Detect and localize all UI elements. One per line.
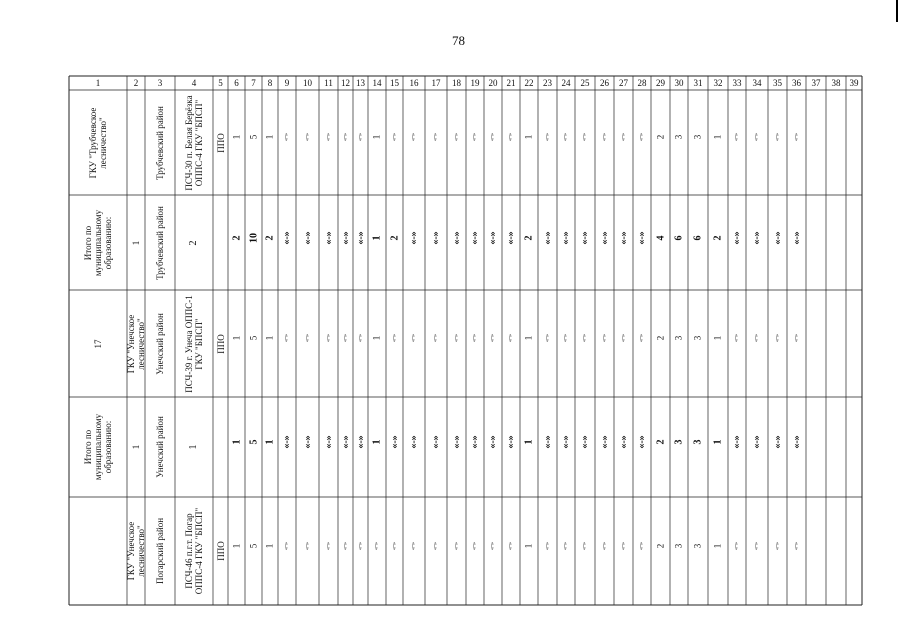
row-col3: Трубчевский район <box>155 205 165 280</box>
row-value: 1 <box>264 135 275 140</box>
row-value: 1 <box>712 439 724 445</box>
row-value: «-» <box>751 435 763 449</box>
header-number: 5 <box>218 77 223 88</box>
row-value: «-» <box>638 541 645 550</box>
row-value: «-» <box>507 334 514 343</box>
row-value: 3 <box>673 135 684 140</box>
header-number: 31 <box>693 77 703 88</box>
row-value: «-» <box>373 541 380 550</box>
row-value: «-» <box>355 435 366 449</box>
header-number: 9 <box>284 77 290 88</box>
row-value: «-» <box>283 133 290 142</box>
row-value: 2 <box>655 335 665 341</box>
row-value: «-» <box>581 334 588 343</box>
row-value: 1 <box>712 135 723 140</box>
row-value: «-» <box>323 435 334 449</box>
header-number: 13 <box>356 77 365 88</box>
row-col5: ППО <box>215 541 226 561</box>
row-value: «-» <box>487 231 499 245</box>
row-value: «-» <box>618 231 629 245</box>
row-value: 2 <box>389 235 400 241</box>
row-value: 6 <box>673 235 685 241</box>
row-value: «-» <box>751 231 763 245</box>
row-value: «-» <box>579 435 591 449</box>
row-value: 5 <box>248 543 258 548</box>
row-value: 1 <box>231 543 241 548</box>
row-value: «-» <box>389 435 400 449</box>
row-value: «-» <box>636 231 648 245</box>
row-value: «-» <box>325 133 331 142</box>
header-number: 35 <box>773 77 782 88</box>
row-value: «-» <box>451 435 462 449</box>
row-value: 6 <box>692 235 704 241</box>
row-value: 3 <box>673 439 685 445</box>
row-value: «-» <box>283 334 290 343</box>
row-value: 5 <box>248 135 258 140</box>
row-value: «-» <box>507 541 514 550</box>
row-value: 1 <box>231 335 241 341</box>
row-value: «-» <box>505 435 517 449</box>
row-value: 1 <box>523 543 534 548</box>
header-number: 19 <box>470 77 480 88</box>
row-value: 2 <box>655 543 665 548</box>
row-value: «-» <box>599 231 610 245</box>
row-value: «-» <box>791 231 802 245</box>
header-number: 2 <box>133 77 139 88</box>
row-value: «-» <box>542 231 553 245</box>
row-value: «-» <box>410 541 417 550</box>
row-value: «-» <box>304 334 310 343</box>
header-number: 38 <box>831 77 841 88</box>
row-value: «-» <box>601 334 607 343</box>
row-value: «-» <box>733 334 740 343</box>
row-value: «-» <box>579 231 591 245</box>
row-value: 5 <box>248 335 258 341</box>
row-col3: Унечский район <box>155 312 165 375</box>
row-value: «-» <box>599 435 610 449</box>
header-number: 23 <box>543 77 552 88</box>
row-value: «-» <box>562 541 569 550</box>
header-number: 37 <box>811 77 821 88</box>
row-value: «-» <box>357 334 363 343</box>
row-value: «-» <box>342 541 348 550</box>
row-value: 1 <box>264 543 275 548</box>
row-value: «-» <box>731 231 743 245</box>
row-value: «-» <box>638 133 645 142</box>
row-col4: ПСЧ-46 п.г.т. Погар ОППС-4 ГКУ "БПСП" <box>184 507 204 595</box>
row-value: «-» <box>489 334 496 343</box>
row-value: 2 <box>264 235 276 241</box>
row-value: «-» <box>283 541 290 550</box>
header-number: 14 <box>372 77 382 88</box>
row-value: «-» <box>451 231 462 245</box>
row-value: «-» <box>793 541 799 550</box>
row-value: 5 <box>248 439 259 445</box>
row-value: «-» <box>636 435 648 449</box>
header-number: 22 <box>524 77 534 88</box>
row-value: «-» <box>562 334 569 343</box>
row-value: «-» <box>302 231 313 245</box>
row-value: 2 <box>523 235 535 241</box>
header-number: 36 <box>792 77 801 88</box>
row-value: «-» <box>408 231 420 245</box>
row-value: «-» <box>471 334 478 343</box>
row-value: «-» <box>774 334 780 343</box>
row-value: «-» <box>731 435 743 449</box>
header-number: 29 <box>656 77 665 88</box>
row-value: «-» <box>753 133 760 142</box>
row-value: 4 <box>655 235 666 241</box>
header-number: 25 <box>580 77 590 88</box>
header-number: 6 <box>234 77 239 88</box>
row-value: 1 <box>523 439 535 445</box>
header-number: 3 <box>157 77 163 88</box>
row-value: «-» <box>342 133 348 142</box>
row-value: «-» <box>325 541 331 550</box>
header-number: 18 <box>452 77 461 88</box>
row-value: «-» <box>391 334 397 343</box>
header-number: 12 <box>341 77 350 88</box>
row-value: 1 <box>264 439 276 445</box>
header-number: 8 <box>267 77 273 88</box>
row-value: «-» <box>432 334 439 343</box>
row-col2: ГКУ "Унечское лесничество" <box>126 314 146 373</box>
header-number: 17 <box>431 77 441 88</box>
row-col3: Погарский район <box>155 517 165 585</box>
row-value: «-» <box>469 231 481 245</box>
row-value: «-» <box>357 541 363 550</box>
row-value: 1 <box>712 543 723 548</box>
row-value: «-» <box>638 334 645 343</box>
header-number: 10 <box>303 77 312 88</box>
row-value: «-» <box>342 334 348 343</box>
row-value: 1 <box>231 439 242 445</box>
row-value: «-» <box>304 133 310 142</box>
row-value: «-» <box>487 435 499 449</box>
row-value: «-» <box>544 133 550 142</box>
row-value: «-» <box>774 133 780 142</box>
row-col4: 2 <box>188 240 199 245</box>
row-col1: ГКУ "Трубчевское лесничество" <box>88 107 108 178</box>
row-value: «-» <box>560 231 572 245</box>
row-value: «-» <box>323 231 334 245</box>
row-value: 3 <box>673 543 684 548</box>
row-value: «-» <box>357 133 363 142</box>
row-value: «-» <box>410 133 417 142</box>
header-number: 30 <box>674 77 684 88</box>
row-value: «-» <box>791 435 802 449</box>
row-value: «-» <box>581 133 588 142</box>
header-number: 34 <box>752 77 762 88</box>
row-value: «-» <box>453 334 459 343</box>
row-col1: Итого по муниципальному образованию: <box>83 413 113 481</box>
row-value: 10 <box>248 232 259 243</box>
row-value: «-» <box>620 133 626 142</box>
row-value: «-» <box>471 133 478 142</box>
row-col4: ПСЧ-30 п. Белая Берёзка ОППС-4 ГКУ "БПСП" <box>184 94 204 191</box>
row-col5: ППО <box>215 333 226 354</box>
row-col4: ПСЧ-39 г. Унеча ОППС-1 ГКУ "БПСП" <box>184 294 204 393</box>
row-value: «-» <box>601 133 607 142</box>
row-col4: 1 <box>188 444 199 450</box>
row-value: «-» <box>544 541 550 550</box>
row-value: 2 <box>655 135 665 140</box>
row-col2: ГКУ "Унечское лесничество" <box>126 521 146 581</box>
row-value: «-» <box>489 541 496 550</box>
row-col5: ППО <box>215 132 226 153</box>
row-col2: 1 <box>131 444 141 450</box>
row-value: «-» <box>505 231 517 245</box>
row-value: «-» <box>302 435 313 449</box>
row-value: 1 <box>371 135 382 140</box>
header-number: 33 <box>732 77 742 88</box>
row-value: «-» <box>560 435 572 449</box>
row-value: «-» <box>408 435 420 449</box>
row-value: 1 <box>371 335 382 341</box>
row-value: «-» <box>471 541 478 550</box>
row-value: 1 <box>523 335 534 341</box>
row-value: 2 <box>655 439 666 445</box>
row-value: «-» <box>774 541 780 550</box>
row-value: «-» <box>581 541 588 550</box>
row-value: «-» <box>281 231 293 245</box>
header-number: 11 <box>324 77 333 88</box>
row-value: 2 <box>712 235 724 241</box>
row-value: 3 <box>692 439 704 445</box>
header-number: 26 <box>600 77 609 88</box>
row-value: «-» <box>304 541 310 550</box>
row-value: «-» <box>793 334 799 343</box>
header-number: 7 <box>251 77 256 88</box>
row-value: «-» <box>340 435 351 449</box>
row-value: 1 <box>231 135 241 140</box>
row-value: «-» <box>432 133 439 142</box>
row-value: 3 <box>692 335 703 341</box>
row-value: «-» <box>733 133 740 142</box>
header-number: 1 <box>95 77 101 88</box>
row-col1: Итого по муниципальному образованию: <box>83 209 113 276</box>
row-value: «-» <box>507 133 514 142</box>
row-value: «-» <box>772 231 783 245</box>
row-value: «-» <box>544 334 550 343</box>
row-value: «-» <box>753 334 760 343</box>
row-value: «-» <box>793 133 799 142</box>
header-number: 16 <box>409 77 419 88</box>
row-col3: Трубчевский район <box>155 105 165 180</box>
row-value: 1 <box>712 335 723 341</box>
row-value: «-» <box>432 541 439 550</box>
header-number: 32 <box>713 77 723 88</box>
header-number: 28 <box>637 77 647 88</box>
row-value: «-» <box>453 133 459 142</box>
row-value: 1 <box>371 439 383 445</box>
header-number: 21 <box>506 77 516 88</box>
row-value: 2 <box>231 235 242 241</box>
row-col3: Унечский район <box>155 416 165 478</box>
row-value: 3 <box>673 335 684 341</box>
header-number: 27 <box>619 77 628 88</box>
row-value: «-» <box>753 541 760 550</box>
row-col1: 17 <box>93 339 103 348</box>
row-value: «-» <box>391 541 397 550</box>
row-value: «-» <box>469 435 481 449</box>
row-value: 3 <box>692 135 703 140</box>
header-number: 24 <box>561 77 571 88</box>
row-value: «-» <box>618 435 629 449</box>
row-value: «-» <box>410 334 417 343</box>
row-value: «-» <box>391 133 397 142</box>
row-value: «-» <box>772 435 783 449</box>
row-value: 1 <box>371 235 383 241</box>
row-value: «-» <box>620 334 626 343</box>
header-number: 15 <box>390 77 399 88</box>
header-number: 39 <box>849 77 859 88</box>
row-value: «-» <box>542 435 553 449</box>
row-value: «-» <box>430 435 442 449</box>
row-value: «-» <box>562 133 569 142</box>
page-number: 78 <box>452 33 465 48</box>
header-number: 4 <box>191 77 197 88</box>
row-col2: 1 <box>131 240 141 245</box>
row-value: «-» <box>733 541 740 550</box>
row-value: «-» <box>489 133 496 142</box>
row-value: «-» <box>453 541 459 550</box>
row-value: «-» <box>281 435 293 449</box>
row-value: 1 <box>264 335 275 341</box>
page-edge-mark <box>896 0 898 22</box>
row-value: «-» <box>325 334 331 343</box>
row-value: 1 <box>523 135 534 140</box>
row-value: «-» <box>355 231 366 245</box>
row-value: «-» <box>620 541 626 550</box>
row-value: «-» <box>340 231 351 245</box>
row-value: 3 <box>692 543 703 548</box>
row-value: «-» <box>430 231 442 245</box>
header-number: 20 <box>488 77 498 88</box>
row-value: «-» <box>601 541 607 550</box>
